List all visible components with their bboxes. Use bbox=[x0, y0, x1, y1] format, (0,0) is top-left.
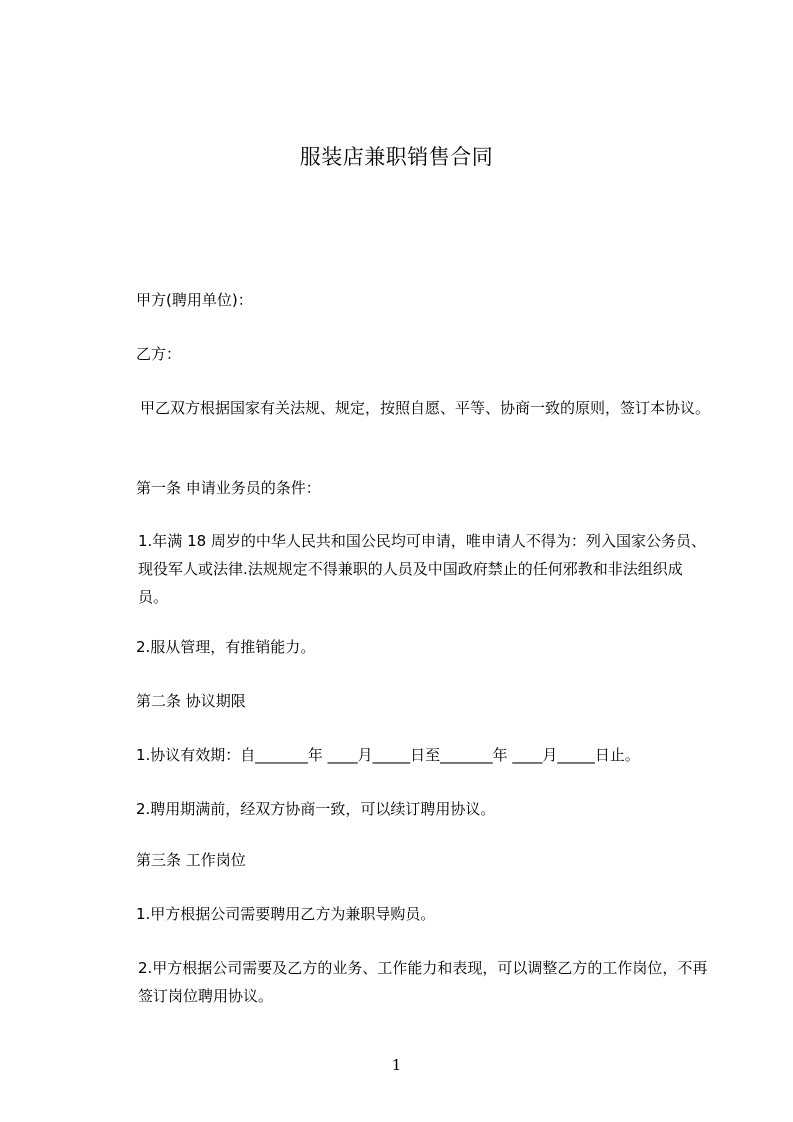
document-title: 服装店兼职销售合同 bbox=[299, 145, 494, 169]
page-number: 1 bbox=[391, 1056, 402, 1074]
party-b-line: 乙方： bbox=[136, 345, 182, 363]
article2-item2: 2.聘用期满前，经双方协商一致，可以续订聘用协议。 bbox=[136, 800, 496, 818]
article1-item1: 1.年满 18 周岁的中华人民共和国公民均可申请，唯申请人不得为：列入国家公务员、现役军人或法律.法规规定不得兼职的人员及中国政府禁止的任何邪教和非法组织成员。 bbox=[138, 532, 706, 606]
intro-paragraph: 甲乙双方根据国家有关法规、规定，按照自愿、平等、协商一致的原则，签订本协议。 bbox=[140, 399, 711, 417]
article1-heading: 第一条 申请业务员的条件： bbox=[136, 479, 321, 497]
article3-item2: 2.甲方根据公司需要及乙方的业务、工作能力和表现，可以调整乙方的工作岗位，不再签订岗位聘用协议。 bbox=[138, 959, 708, 1005]
article2-heading: 第二条 协议期限 bbox=[136, 692, 246, 710]
article2-item1: 1.协议有效期：自_______年 ____月_____日至_______年 ____月_____日止。 bbox=[136, 746, 640, 764]
article3-heading: 第三条 工作岗位 bbox=[136, 851, 246, 869]
article1-item2: 2.服从管理，有推销能力。 bbox=[136, 638, 316, 656]
article3-item1: 1.甲方根据公司需要聘用乙方为兼职导购员。 bbox=[136, 905, 436, 923]
party-a-line: 甲方(聘用单位)： bbox=[136, 291, 253, 309]
